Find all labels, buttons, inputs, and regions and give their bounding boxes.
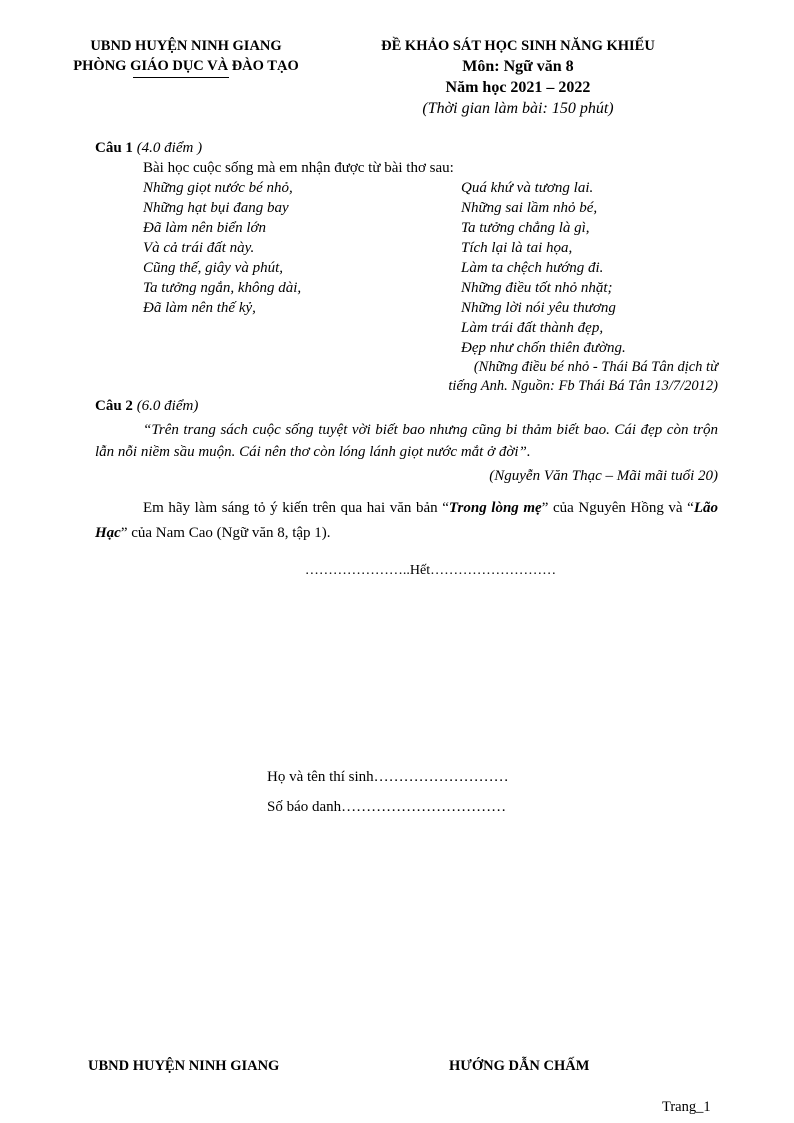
poem-line: Ta tưởng ngắn, không dài, bbox=[143, 280, 302, 296]
question-1-label: Câu 1 bbox=[95, 140, 133, 156]
question-2-heading bbox=[95, 396, 198, 416]
poem-source-line-2: tiếng Anh. Nguồn: Fb Thái Bá Tân 13/7/2012) bbox=[448, 378, 718, 394]
poem-line: Những sai lầm nhỏ bé, bbox=[461, 200, 598, 216]
poem-line: Làm trái đất thành đẹp, bbox=[461, 320, 604, 336]
school-year: Năm học 2021 – 2022 bbox=[445, 79, 591, 96]
end-marker: …………………..Hết……………………… bbox=[304, 563, 557, 578]
footer-answer-key-title: HƯỚNG DẪN CHẤM bbox=[449, 1058, 590, 1074]
footer-district: UBND HUYỆN NINH GIANG bbox=[88, 1058, 280, 1074]
department-name: PHÒNG GIÁO DỤC VÀ ĐÀO TẠO bbox=[73, 58, 299, 74]
question-1-points: (4.0 điểm ) bbox=[136, 140, 203, 156]
header-left bbox=[52, 36, 320, 76]
question-2-quote bbox=[95, 419, 718, 463]
candidate-number-line: Số báo danh…………………………… bbox=[267, 799, 507, 815]
poem-line: Ta tưởng chẳng là gì, bbox=[461, 220, 590, 236]
poem-source bbox=[380, 358, 718, 396]
poem-right-column bbox=[461, 178, 626, 358]
question-1-prompt: Bài học cuộc sống mà em nhận được từ bài thơ sau: bbox=[143, 160, 454, 176]
poem-left-column bbox=[143, 178, 301, 318]
task-text-2: ” của Nguyên Hồng và “ bbox=[541, 500, 694, 516]
district-name: UBND HUYỆN NINH GIANG bbox=[90, 38, 282, 54]
task-text-1: Em hãy làm sáng tỏ ý kiến trên qua hai văn bản “ bbox=[143, 500, 449, 516]
candidate-name-line: Họ và tên thí sinh……………………… bbox=[267, 769, 509, 785]
poem-line: Đẹp như chốn thiên đường. bbox=[461, 340, 626, 356]
poem-line: Cũng thế, giây và phút, bbox=[143, 260, 283, 276]
poem-line: Tích lại là tai họa, bbox=[461, 240, 573, 256]
poem-line: Đã làm nên biển lớn bbox=[143, 220, 266, 236]
poem-line: Làm ta chệch hướng đi. bbox=[461, 260, 604, 276]
question-2-points: (6.0 điểm) bbox=[136, 398, 199, 414]
poem-line: Những lời nói yêu thương bbox=[461, 300, 616, 316]
poem-line: Quá khứ và tương lai. bbox=[461, 180, 594, 196]
poem-source-line-1: (Những điều bé nhỏ - Thái Bá Tân dịch từ bbox=[473, 359, 718, 375]
quote-text: “Trên trang sách cuộc sống tuyệt vời biết bao nhưng cũng bi thảm biết bao. Cái đẹp còn trộn lẫn nỗi niềm sầu muộn. Cái nên thơ còn lóng lánh giọt nước mắt ở đời”. bbox=[95, 422, 718, 460]
quote-citation: (Nguyễn Văn Thạc – Mãi mãi tuổi 20) bbox=[489, 468, 718, 484]
exam-title: ĐỀ KHẢO SÁT HỌC SINH NĂNG KHIẾU bbox=[381, 38, 655, 54]
header-right bbox=[350, 36, 686, 119]
exam-duration: (Thời gian làm bài: 150 phút) bbox=[422, 100, 614, 117]
header-divider bbox=[133, 77, 229, 78]
question-2-label: Câu 2 bbox=[95, 398, 133, 414]
exam-subject: Môn: Ngữ văn 8 bbox=[462, 58, 574, 75]
poem-line: Những giọt nước bé nhỏ, bbox=[143, 180, 293, 196]
work-title-lao-hac: Lão Hạc bbox=[95, 500, 718, 541]
poem-line: Những hạt bụi đang bay bbox=[143, 200, 289, 216]
poem-line: Đã làm nên thế kỷ, bbox=[143, 300, 256, 316]
poem-line: Những điều tốt nhỏ nhặt; bbox=[461, 280, 613, 296]
page-number: Trang_1 bbox=[662, 1099, 711, 1115]
question-2-task bbox=[95, 496, 718, 546]
work-title-trong-long-me: Trong lòng mẹ bbox=[448, 500, 542, 516]
question-1-heading bbox=[95, 138, 202, 158]
poem-line: Và cả trái đất này. bbox=[143, 240, 255, 256]
task-text-3: ” của Nam Cao (Ngữ văn 8, tập 1). bbox=[120, 525, 331, 541]
